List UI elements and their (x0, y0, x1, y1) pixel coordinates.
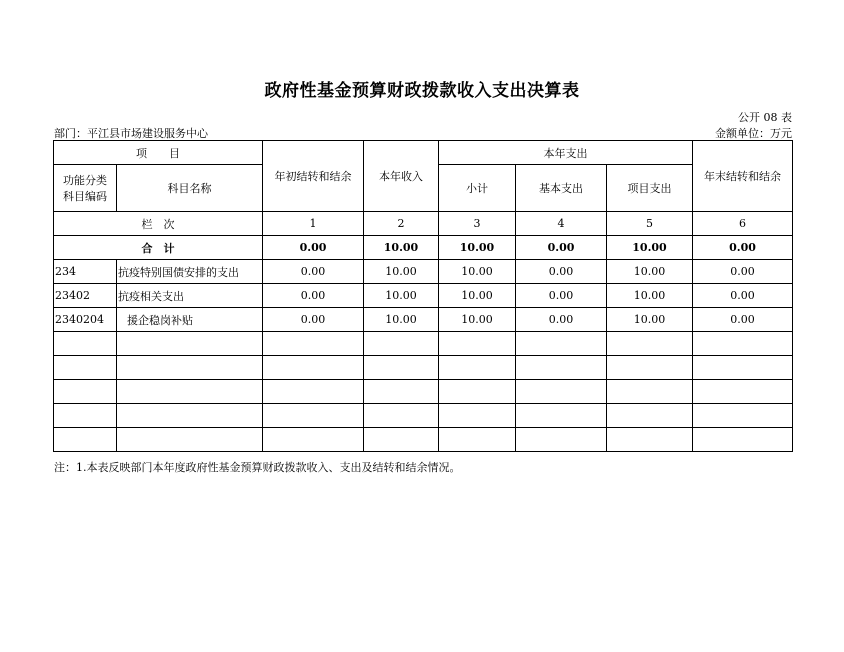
header-func-code-line1: 功能分类 (63, 174, 107, 187)
empty-cell (607, 356, 693, 380)
row-value: 0.00 (693, 260, 793, 284)
empty-cell (54, 332, 117, 356)
footnote: 注：1.本表反映部门本年度政府性基金预算财政拨款收入、支出及结转和结余情况。 (54, 461, 461, 474)
empty-cell (693, 356, 793, 380)
empty-cell (263, 404, 364, 428)
empty-row (54, 332, 793, 356)
fund-table (53, 140, 793, 452)
row-name: 援企稳岗补贴 (117, 308, 263, 332)
row-value: 10.00 (364, 308, 439, 332)
empty-cell (364, 380, 439, 404)
empty-cell (607, 332, 693, 356)
empty-cell (54, 428, 117, 452)
table-row (54, 260, 793, 284)
table-row (54, 284, 793, 308)
header-income: 本年收入 (364, 141, 439, 212)
row-value: 0.00 (693, 308, 793, 332)
header-end-balance: 年末结转和结余 (693, 141, 793, 212)
empty-cell (516, 356, 607, 380)
empty-cell (516, 332, 607, 356)
empty-cell (439, 332, 516, 356)
row-code: 234 (54, 260, 117, 284)
row-value: 10.00 (607, 260, 693, 284)
empty-cell (439, 380, 516, 404)
empty-cell (364, 332, 439, 356)
row-value: 0.00 (263, 284, 364, 308)
total-value: 10.00 (364, 236, 439, 260)
empty-cell (607, 404, 693, 428)
row-value: 0.00 (263, 260, 364, 284)
row-value: 10.00 (607, 284, 693, 308)
empty-row (54, 380, 793, 404)
col-num: 1 (263, 212, 364, 236)
empty-cell (693, 404, 793, 428)
empty-cell (54, 380, 117, 404)
total-value: 0.00 (693, 236, 793, 260)
col-row-label: 栏 次 (54, 212, 263, 236)
empty-cell (54, 404, 117, 428)
table-row (54, 308, 793, 332)
row-value: 0.00 (516, 308, 607, 332)
header-row-1 (54, 141, 793, 165)
total-value: 10.00 (439, 236, 516, 260)
col-num: 2 (364, 212, 439, 236)
empty-cell (516, 404, 607, 428)
empty-cell (516, 380, 607, 404)
header-basic: 基本支出 (516, 165, 607, 212)
column-number-row (54, 212, 793, 236)
unit-label: 金额单位：万元 (715, 127, 792, 140)
empty-cell (439, 404, 516, 428)
empty-cell (117, 356, 263, 380)
empty-cell (117, 404, 263, 428)
row-code: 23402 (54, 284, 117, 308)
empty-cell (364, 356, 439, 380)
empty-cell (117, 428, 263, 452)
total-value: 0.00 (516, 236, 607, 260)
row-value: 10.00 (364, 284, 439, 308)
empty-cell (607, 380, 693, 404)
header-subtotal: 小计 (439, 165, 516, 212)
header-func-code (54, 165, 117, 212)
row-value: 10.00 (364, 260, 439, 284)
header-subject-name: 科目名称 (117, 165, 263, 212)
empty-cell (263, 428, 364, 452)
department-label: 部门：平江县市场建设服务中心 (54, 127, 208, 140)
form-code: 公开 08 表 (738, 111, 792, 124)
row-value: 10.00 (439, 260, 516, 284)
empty-cell (263, 380, 364, 404)
empty-row (54, 404, 793, 428)
row-value: 0.00 (516, 260, 607, 284)
empty-cell (117, 332, 263, 356)
col-num: 5 (607, 212, 693, 236)
empty-cell (693, 380, 793, 404)
empty-row (54, 356, 793, 380)
total-row (54, 236, 793, 260)
empty-row (54, 428, 793, 452)
row-value: 0.00 (263, 308, 364, 332)
header-begin-balance: 年初结转和结余 (263, 141, 364, 212)
row-value: 10.00 (439, 284, 516, 308)
col-num: 6 (693, 212, 793, 236)
header-project: 项目支出 (607, 165, 693, 212)
empty-cell (117, 380, 263, 404)
row-code: 2340204 (54, 308, 117, 332)
empty-cell (516, 428, 607, 452)
header-func-code-line2: 科目编码 (63, 190, 107, 203)
row-value: 0.00 (693, 284, 793, 308)
empty-cell (607, 428, 693, 452)
total-label: 合 计 (54, 236, 263, 260)
row-value: 10.00 (439, 308, 516, 332)
row-value: 0.00 (516, 284, 607, 308)
col-num: 4 (516, 212, 607, 236)
col-num: 3 (439, 212, 516, 236)
total-value: 10.00 (607, 236, 693, 260)
empty-cell (693, 332, 793, 356)
row-value: 10.00 (607, 308, 693, 332)
empty-cell (439, 356, 516, 380)
total-value: 0.00 (263, 236, 364, 260)
header-expense-group: 本年支出 (439, 141, 693, 165)
empty-cell (263, 356, 364, 380)
row-name: 抗疫特别国债安排的支出 (117, 260, 263, 284)
row-name: 抗疫相关支出 (117, 284, 263, 308)
empty-cell (693, 428, 793, 452)
empty-cell (364, 428, 439, 452)
empty-cell (54, 356, 117, 380)
empty-cell (439, 428, 516, 452)
empty-cell (364, 404, 439, 428)
header-item: 项 目 (54, 141, 263, 165)
empty-cell (263, 332, 364, 356)
page-title: 政府性基金预算财政拨款收入支出决算表 (264, 81, 580, 101)
